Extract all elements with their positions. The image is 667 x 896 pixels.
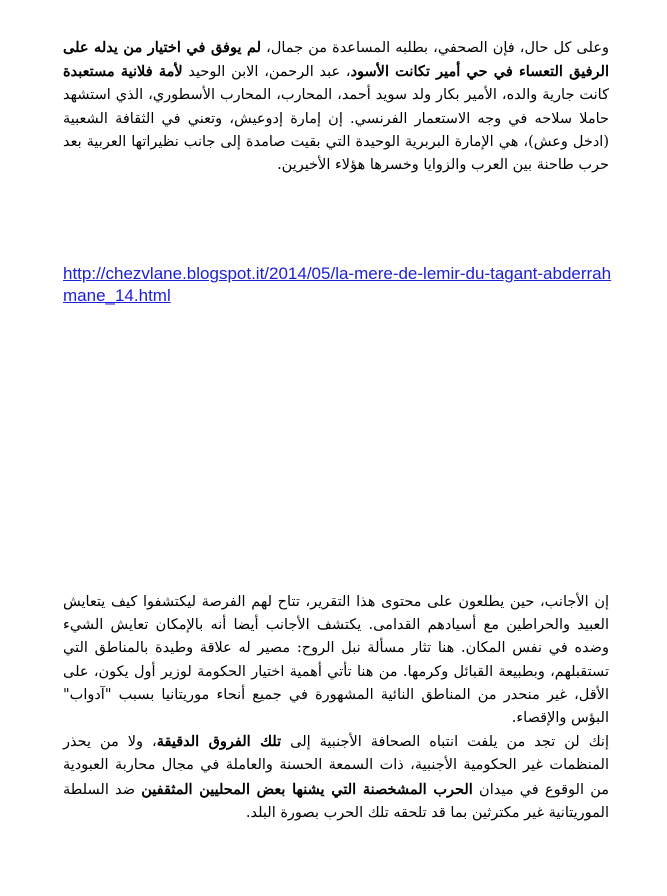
paragraph-nuances xyxy=(63,730,609,825)
text-block-foreigners xyxy=(63,591,609,825)
p3-bold-2: الحرب المشخصنة التي يشنها بعض المحليين المثقفين xyxy=(141,780,473,798)
p3-text-3: ضد السلطة الموريتانية غير مكترثين بما قد تلحقه تلك الحرب بصورة البلد. xyxy=(63,781,609,821)
p1-text-1: وعلى كل حال، فإن الصحفي، بطلبه المساعدة من جمال، xyxy=(261,40,609,56)
source-link-container xyxy=(63,263,623,307)
p1-bold-2: لأمة فلانية مستعبدة xyxy=(63,63,183,81)
p1-text-3: كانت جارية والده، الأمير بكار ولد سويد أحمد، المحارب، المحارب الأسطوري، الذي استشهد حاملا سلاحه في وجه الاستعمار الفرنسي. إن إمارة إدوعيش، وتعني في الثقافة الشعبية (ادخل وعش)، هي الإمارة البربرية الوحيدة التي بقيت صامدة إلى جانب نظيراتها العربية بعد حرب طاحنة بين العرب والزوايا وخسرها هؤلاء الأخيرين. xyxy=(63,87,609,174)
paragraph-foreigners: إن الأجانب، حين يطلعون على محتوى هذا التقرير، تتاح لهم الفرصة ليكتشفوا كيف يتعايش العبيد والحراطين مع أسيادهم القدامى. يكتشف الأجانب أيضا أنه بالإمكان تعايش الشيء وضده في نفس المكان. هنا تثار مسألة نبل الروح: مصير له علاقة وطيدة بالمناطق التي تستقبلهم، وبطبيعة القبائل وكرمها. من هنا تأتي أهمية اختيار الحكومة لوزير أول يكون، على الأقل، غير منحدر من المناطق النائية المشهورة في جميع أنحاء موريتانيا بسبب "آدواب" البؤس والإقصاء. xyxy=(63,594,609,727)
p3-text-2: ، ولا من يحذر المنظمات غير الحكومية الأجنبية، ذات السمعة الحسنة والعاملة في مجال محاربة العبودية من الوقوع في ميدان xyxy=(63,734,610,798)
p1-bold-1: لم يوفق في اختيار من يدله على الرفيق التعساء في حي أمير تكانت الأسود xyxy=(63,39,609,81)
p3-bold-1: تلك الفروق الدقيقة xyxy=(156,733,282,751)
p1-text-2: ، عبد الرحمن، الابن الوحيد xyxy=(182,64,351,81)
paragraph-emir-tagant xyxy=(63,36,609,177)
p3-text-1: إنك لن تجد من يلفت انتباه الصحافة الأجنبية إلى xyxy=(281,734,609,751)
source-link[interactable]: http://chezvlane.blogspot.it/2014/05/la-mere-de-lemir-du-tagant-abderrahmane_14.html xyxy=(63,264,612,305)
